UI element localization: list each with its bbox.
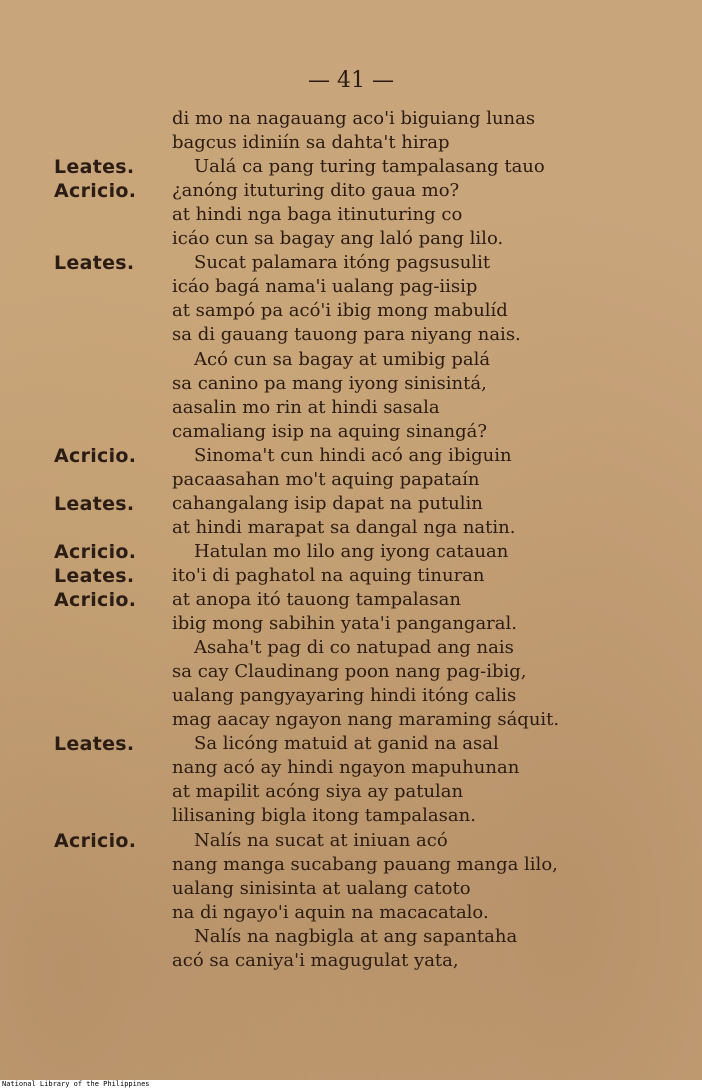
verse-line xyxy=(0,276,702,300)
verse-text: Sa licóng matuid at ganid na asal xyxy=(194,733,499,755)
verse-text: lilisaning bigla itong tampalasan. xyxy=(172,805,476,827)
speaker-label: Acricio. xyxy=(54,444,137,467)
verse-text: ito'i di paghatol na aquing tinuran xyxy=(172,564,485,586)
verse-line xyxy=(0,324,702,348)
verse-text: ualang sinisinta at ualang catoto xyxy=(172,877,471,899)
speaker-label: Leates. xyxy=(54,156,135,179)
verse-text: di mo na nagauang aco'i biguiang lunas xyxy=(172,108,536,129)
verse-text: Nalís na nagbigla at ang sapantaha xyxy=(194,925,518,947)
verse-text: Sucat palamara itóng pagsusulit xyxy=(194,252,491,274)
verse-text: at hindi nga baga itinuturing co xyxy=(172,204,463,226)
verse-line xyxy=(0,733,702,757)
verse-text: mag aacay ngayon nang maraming sáquit. xyxy=(172,709,560,731)
verse-line xyxy=(0,950,702,974)
verse-text: Nalís na sucat at iniuan acó xyxy=(194,829,448,851)
verse-line xyxy=(0,252,702,276)
verse-text: ¿anóng ituturing dito gaua mo? xyxy=(172,180,460,202)
verse-text: at hindi marapat sa dangal nga natin. xyxy=(172,516,516,538)
verse-line xyxy=(0,781,702,805)
verse-line xyxy=(0,469,702,493)
verse-text: Sinoma't cun hindi acó ang ibiguin xyxy=(194,444,512,466)
verse-line xyxy=(0,878,702,902)
verse-text: ibig mong sabihin yata'i pangangaral. xyxy=(172,613,517,635)
verse-line xyxy=(0,445,702,469)
verse-text: acó sa caniya'i magugulat yata, xyxy=(172,949,459,971)
verse-text: Asaha't pag di co natupad ang nais xyxy=(194,637,514,659)
verse-text: nang manga sucabang pauang manga lilo, xyxy=(172,853,558,875)
verse-line xyxy=(0,156,702,180)
verse-line xyxy=(0,349,702,373)
verse-line xyxy=(0,757,702,781)
verse-line xyxy=(0,397,702,421)
verse-text: at anopa itó tauong tampalasan xyxy=(172,589,461,610)
speaker-label: Acricio. xyxy=(54,180,137,203)
verse-text: bagcus idiniín sa dahta't hirap xyxy=(172,132,450,154)
verse-line xyxy=(0,685,702,709)
verse-text: ualang pangyayaring hindi itóng calis xyxy=(172,685,517,707)
verse-text: icáo bagá nama'i ualang pag-iisip xyxy=(172,276,478,298)
speaker-label: Leates. xyxy=(54,492,135,515)
speaker-label: Acricio. xyxy=(54,589,137,611)
verse-line xyxy=(0,541,702,565)
speaker-label: Leates. xyxy=(54,564,135,587)
verse-text: sa cay Claudinang poon nang pag-ibig, xyxy=(172,661,527,683)
verse-line xyxy=(0,661,702,685)
verse-text: camaliang isip na aquing sinangá? xyxy=(172,420,487,442)
verse-text: cahangalang isip dapat na putulin xyxy=(172,492,483,514)
speaker-label: Acricio. xyxy=(54,540,137,563)
verse-line xyxy=(0,926,702,950)
verse-text: icáo cun sa bagay ang laló pang lilo. xyxy=(172,228,504,250)
verse-line xyxy=(0,565,702,589)
verse-text: Hatulan mo lilo ang iyong catauan xyxy=(194,540,509,562)
verse-text: sa canino pa mang iyong sinisintá, xyxy=(172,372,487,394)
verse-text: pacaasahan mo't aquing papataín xyxy=(172,468,480,490)
verse-text: Ualá ca pang turing tampalasang tauo xyxy=(194,156,545,178)
verse-line xyxy=(0,204,702,228)
verse-line xyxy=(0,613,702,637)
verse-text: at mapilit acóng siya ay patulan xyxy=(172,781,464,803)
verse-text: na di ngayo'i aquin na macacatalo. xyxy=(172,901,489,923)
verse-line xyxy=(0,589,702,613)
verse-line xyxy=(0,637,702,661)
verse-line xyxy=(0,830,702,854)
verse-line xyxy=(0,854,702,878)
verse-line xyxy=(0,300,702,324)
verse-text: sa di gauang tauong para niyang nais. xyxy=(172,324,521,346)
page-number: — 41 — xyxy=(308,68,394,93)
verse-line xyxy=(0,228,702,252)
verse-line xyxy=(0,709,702,733)
speaker-label: Leates. xyxy=(54,252,135,275)
speaker-label: Acricio. xyxy=(54,829,137,852)
verse-line xyxy=(0,421,702,445)
verse-line xyxy=(0,132,702,156)
verse-text: Acó cun sa bagay at umibig palá xyxy=(194,348,491,370)
verse-line xyxy=(0,373,702,397)
verse-text: nang acó ay hindi ngayon mapuhunan xyxy=(172,757,520,779)
speaker-label: Leates. xyxy=(54,733,135,756)
verse-line xyxy=(0,493,702,517)
verse-line xyxy=(0,805,702,829)
verse-text: aasalin mo rin at hindi sasala xyxy=(172,396,440,418)
verse-text: at sampó pa acó'i ibig mong mabulíd xyxy=(172,300,508,322)
verse-line xyxy=(0,108,702,132)
verse-line xyxy=(0,517,702,541)
footer-credit: National Library of the Philippines xyxy=(2,1080,150,1088)
verse-line xyxy=(0,902,702,926)
verse-line xyxy=(0,180,702,204)
